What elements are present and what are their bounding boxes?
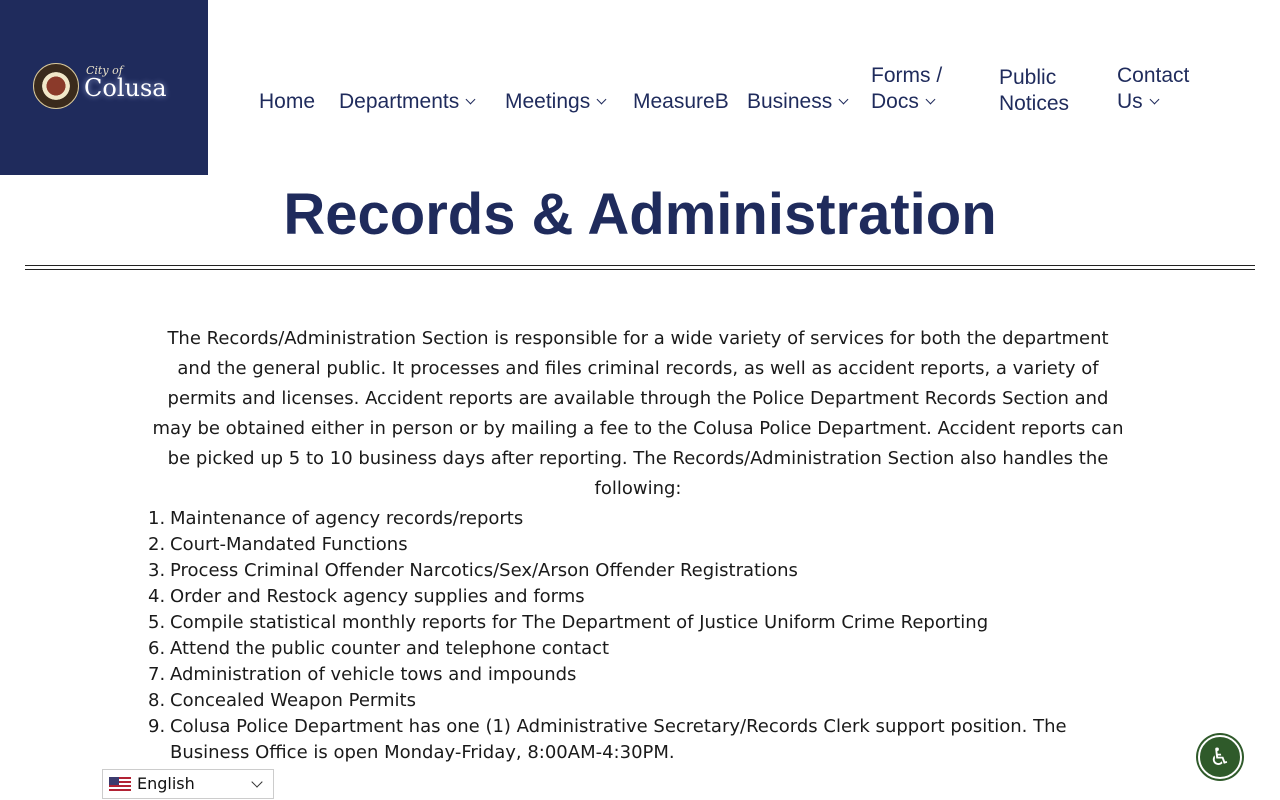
list-text: Process Criminal Offender Narcotics/Sex/Arson Offender Registrations <box>170 560 798 581</box>
page-title: Records & Administration <box>283 182 997 247</box>
list-number: 2. <box>148 534 166 555</box>
nav-departments[interactable] <box>339 89 474 115</box>
chevron-down-icon <box>251 776 262 787</box>
language-selector[interactable] <box>102 769 274 799</box>
language-label: English <box>137 774 195 793</box>
list-text: Court-Mandated Functions <box>170 534 408 555</box>
list-item <box>148 688 1088 714</box>
list-item <box>148 532 1088 558</box>
list-text: Order and Restock agency supplies and forms <box>170 586 585 607</box>
list-number: 6. <box>148 638 166 659</box>
list-number: 8. <box>148 690 166 711</box>
nav-measureb-label: MeasureB <box>633 90 729 113</box>
list-item <box>148 714 1088 766</box>
nav-departments-label: Departments <box>339 90 460 113</box>
chevron-down-icon <box>597 95 607 105</box>
nav-business[interactable] <box>747 89 847 115</box>
nav-forms-docs-line1: Forms / <box>871 64 943 87</box>
list-number: 4. <box>148 586 166 607</box>
list-number: 3. <box>148 560 166 581</box>
list-item <box>148 662 1088 688</box>
list-number: 9. <box>148 716 166 737</box>
list-text: Maintenance of agency records/reports <box>170 508 524 529</box>
chevron-down-icon <box>1149 95 1159 105</box>
logo-big-text: Colusa <box>84 74 167 102</box>
nav-public-notices[interactable] <box>999 65 1069 117</box>
nav-meetings[interactable] <box>505 89 605 115</box>
list-item <box>148 610 1088 636</box>
nav-forms-docs[interactable] <box>871 63 942 115</box>
list-number: 7. <box>148 664 166 685</box>
list-number: 5. <box>148 612 166 633</box>
list-item <box>148 506 1088 532</box>
list-text: Administration of vehicle tows and impounds <box>170 664 577 685</box>
nav-forms-docs-line2: Docs <box>871 90 919 113</box>
chevron-down-icon <box>839 95 849 105</box>
title-divider <box>25 265 1255 270</box>
list-text: Compile statistical monthly reports for The Department of Justice Uniform Crime Reporting <box>170 612 989 633</box>
nav-contact-us-line1: Contact <box>1117 64 1190 87</box>
list-text: Attend the public counter and telephone contact <box>170 638 610 659</box>
accessibility-button[interactable] <box>1198 735 1242 779</box>
intro-paragraph: The Records/Administration Section is responsible for a wide variety of services for both the department and the general public. It processes and files criminal records, as well as accident reports, a variety of permits and licenses. Accident reports are available through the Police Department Records Section and may be obtained either in person or by mailing a fee to the Colusa Police Department. Accident reports can be picked up 5 to 10 business days after reporting. The Records/Administration Section also handles the following: <box>152 328 1124 499</box>
nav-public-notices-line1: Public <box>999 66 1057 89</box>
nav-measureb[interactable] <box>633 89 729 115</box>
logo-small-text: City of <box>86 64 123 77</box>
list-item <box>148 636 1088 662</box>
chevron-down-icon <box>466 95 476 105</box>
accessibility-icon: ♿ <box>1209 743 1231 771</box>
nav-meetings-label: Meetings <box>505 90 591 113</box>
nav-contact-us[interactable] <box>1117 63 1189 115</box>
nav-home[interactable] <box>259 89 315 115</box>
nav-public-notices-line2: Notices <box>999 92 1070 115</box>
list-item <box>148 558 1088 584</box>
nav-contact-us-line2: Us <box>1117 90 1143 113</box>
us-flag-icon <box>109 777 131 792</box>
list-number: 1. <box>148 508 166 529</box>
main-nav <box>0 0 1280 175</box>
list-text: Concealed Weapon Permits <box>170 690 416 711</box>
nav-home-label: Home <box>259 90 316 113</box>
list-text: Colusa Police Department has one (1) Administrative Secretary/Records Clerk support position. The Business Office is open Monday-Friday, 8:00AM-4:30PM. <box>170 716 1067 763</box>
list-item <box>148 584 1088 610</box>
nav-business-label: Business <box>747 90 833 113</box>
duties-list <box>148 506 1088 766</box>
chevron-down-icon <box>925 95 935 105</box>
